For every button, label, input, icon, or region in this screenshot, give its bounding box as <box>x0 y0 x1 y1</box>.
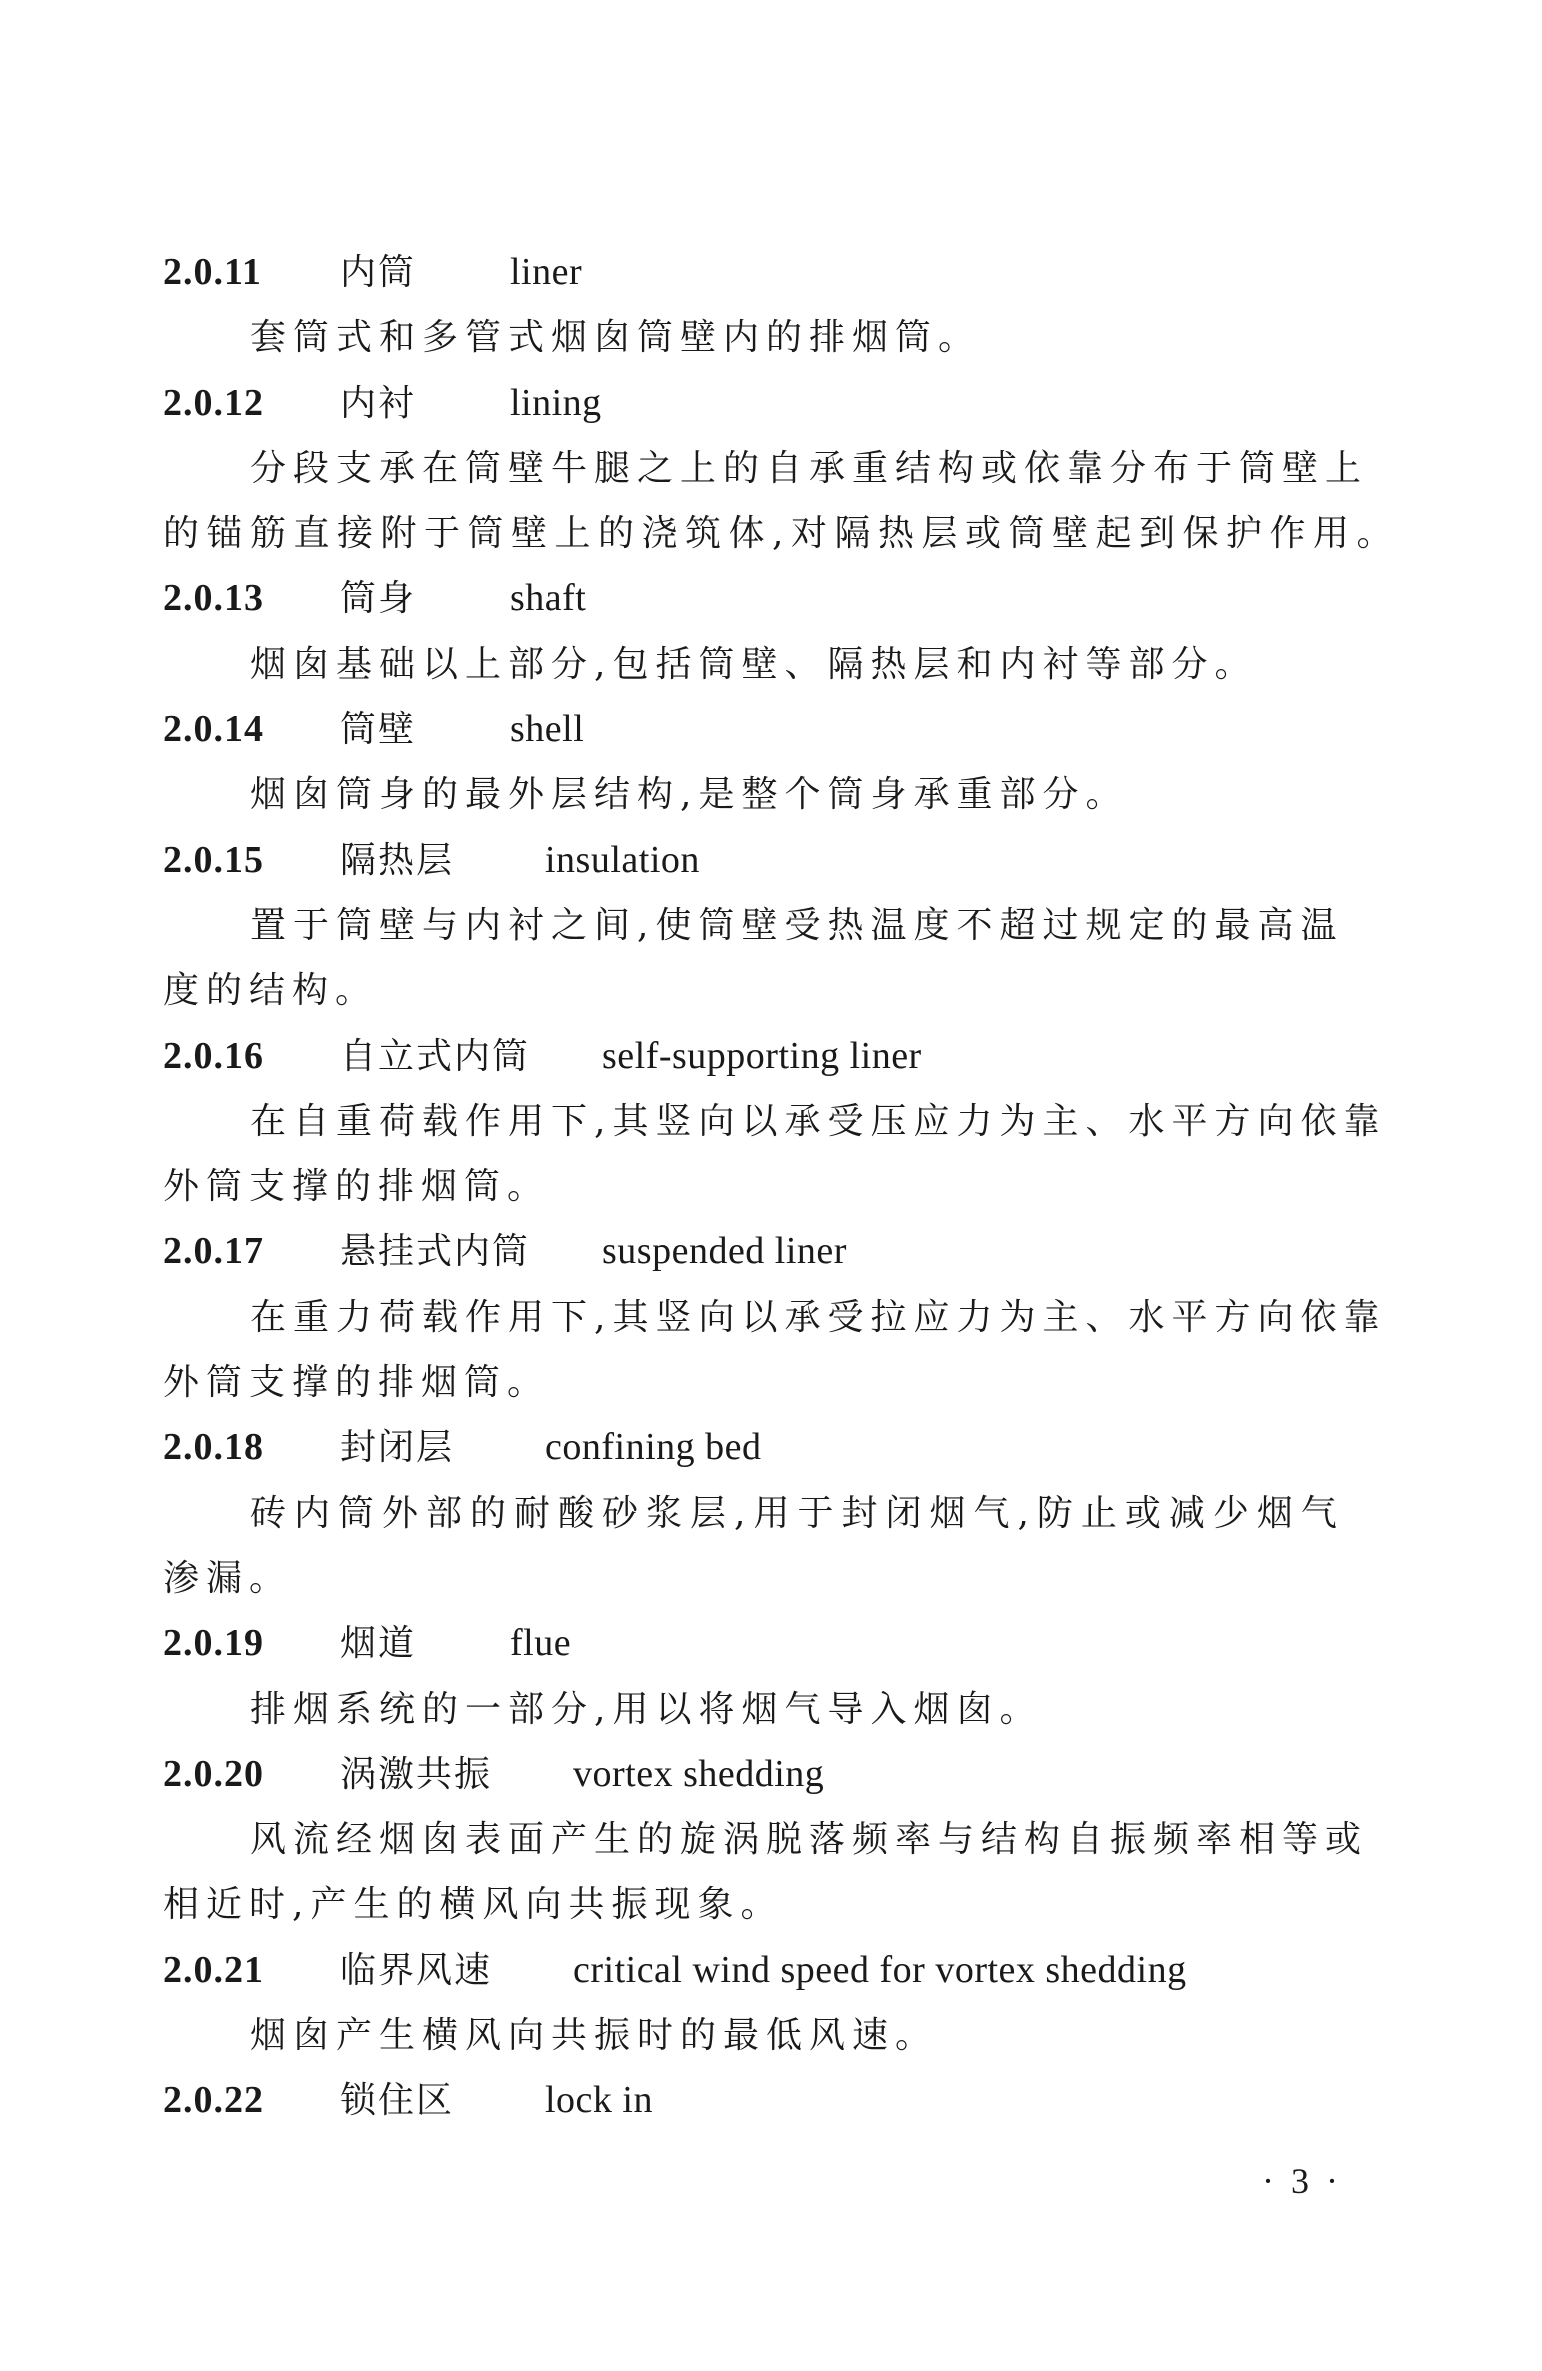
glossary-page <box>163 240 1400 2134</box>
term-definition: 套筒式和多管式烟囱筒壁内的排烟筒。 <box>250 317 982 359</box>
term-heading <box>163 566 1383 631</box>
term-definition-continued: 渗漏。 <box>163 1557 293 1599</box>
term-definition: 在重力荷载作用下,其竖向以承受拉应力为主、水平方向依靠 <box>250 1296 1387 1338</box>
term-english: critical wind speed for vortex shedding <box>573 1948 1187 1991</box>
term-english: suspended liner <box>602 1230 847 1273</box>
term-english: shell <box>510 708 585 751</box>
term-number: 2.0.16 <box>163 1034 264 1077</box>
term-chinese: 筒壁 <box>340 709 417 751</box>
term-number: 2.0.11 <box>163 251 262 293</box>
term-heading <box>163 1219 1383 1284</box>
term-definition-continued: 相近时,产生的横风向共振现象。 <box>163 1884 784 1926</box>
term-english: self-supporting liner <box>602 1034 922 1077</box>
term-chinese: 悬挂式内筒 <box>340 1231 531 1273</box>
term-definition-continued: 度的结构。 <box>163 970 379 1012</box>
term-english: vortex shedding <box>573 1752 825 1795</box>
term-definition: 置于筒壁与内衬之间,使筒壁受热温度不超过规定的最高温 <box>250 904 1344 946</box>
term-number: 2.0.15 <box>163 838 264 881</box>
page-number: · 3 · <box>1262 2161 1342 2201</box>
term-number: 2.0.12 <box>163 381 264 424</box>
term-number: 2.0.14 <box>163 708 264 751</box>
term-chinese: 临界风速 <box>340 1949 493 1991</box>
term-number: 2.0.21 <box>163 1948 264 1991</box>
term-definition-continued: 的锚筋直接附于筒壁上的浇筑体,对隔热层或筒壁起到保护作用。 <box>163 513 1400 555</box>
term-number: 2.0.19 <box>163 1622 264 1665</box>
term-english: flue <box>510 1622 572 1665</box>
term-definition-continued: 外筒支撑的排烟筒。 <box>163 1166 551 1208</box>
term-number: 2.0.22 <box>163 2079 264 2122</box>
term-heading <box>163 1024 1383 1089</box>
term-heading <box>163 697 1383 762</box>
term-heading <box>163 2068 1383 2133</box>
term-chinese: 封闭层 <box>340 1427 455 1469</box>
term-english: liner <box>510 251 583 293</box>
term-heading <box>163 828 1383 893</box>
term-definition: 烟囱筒身的最外层结构,是整个筒身承重部分。 <box>250 774 1129 816</box>
term-heading <box>163 240 1383 305</box>
term-english: lining <box>510 381 602 424</box>
term-definition-continued: 外筒支撑的排烟筒。 <box>163 1362 551 1404</box>
term-definition: 风流经烟囱表面产生的旋涡脱落频率与结构自振频率相等或 <box>250 1819 1369 1861</box>
term-english: confining bed <box>545 1426 762 1469</box>
term-english: lock in <box>545 2079 653 2122</box>
term-heading <box>163 1742 1383 1807</box>
term-definition: 烟囱产生横风向共振时的最低风速。 <box>250 2015 939 2057</box>
term-english: shaft <box>510 577 587 620</box>
term-chinese: 烟道 <box>340 1623 417 1665</box>
term-definition: 分段支承在筒壁牛腿之上的自承重结构或依靠分布于筒壁上 <box>250 447 1369 489</box>
term-heading <box>163 1611 1383 1676</box>
term-definition: 排烟系统的一部分,用以将烟气导入烟囱。 <box>250 1688 1043 1730</box>
term-heading <box>163 1415 1383 1480</box>
term-definition: 在自重荷载作用下,其竖向以承受压应力为主、水平方向依靠 <box>250 1100 1387 1142</box>
term-definition: 烟囱基础以上部分,包括筒壁、隔热层和内衬等部分。 <box>250 643 1258 685</box>
term-number: 2.0.17 <box>163 1230 264 1273</box>
term-chinese: 内衬 <box>340 382 417 424</box>
term-chinese: 涡激共振 <box>340 1753 493 1795</box>
term-chinese: 锁住区 <box>340 2080 455 2122</box>
term-heading <box>163 1938 1383 2003</box>
term-english: insulation <box>545 838 700 881</box>
term-definition: 砖内筒外部的耐酸砂浆层,用于封闭烟气,防止或减少烟气 <box>250 1492 1345 1534</box>
term-chinese: 内筒 <box>340 252 417 293</box>
term-heading <box>163 371 1383 436</box>
term-chinese: 隔热层 <box>340 839 455 881</box>
term-chinese: 自立式内筒 <box>340 1035 531 1077</box>
term-number: 2.0.13 <box>163 577 264 620</box>
term-number: 2.0.20 <box>163 1752 264 1795</box>
term-number: 2.0.18 <box>163 1426 264 1469</box>
term-chinese: 筒身 <box>340 578 417 620</box>
